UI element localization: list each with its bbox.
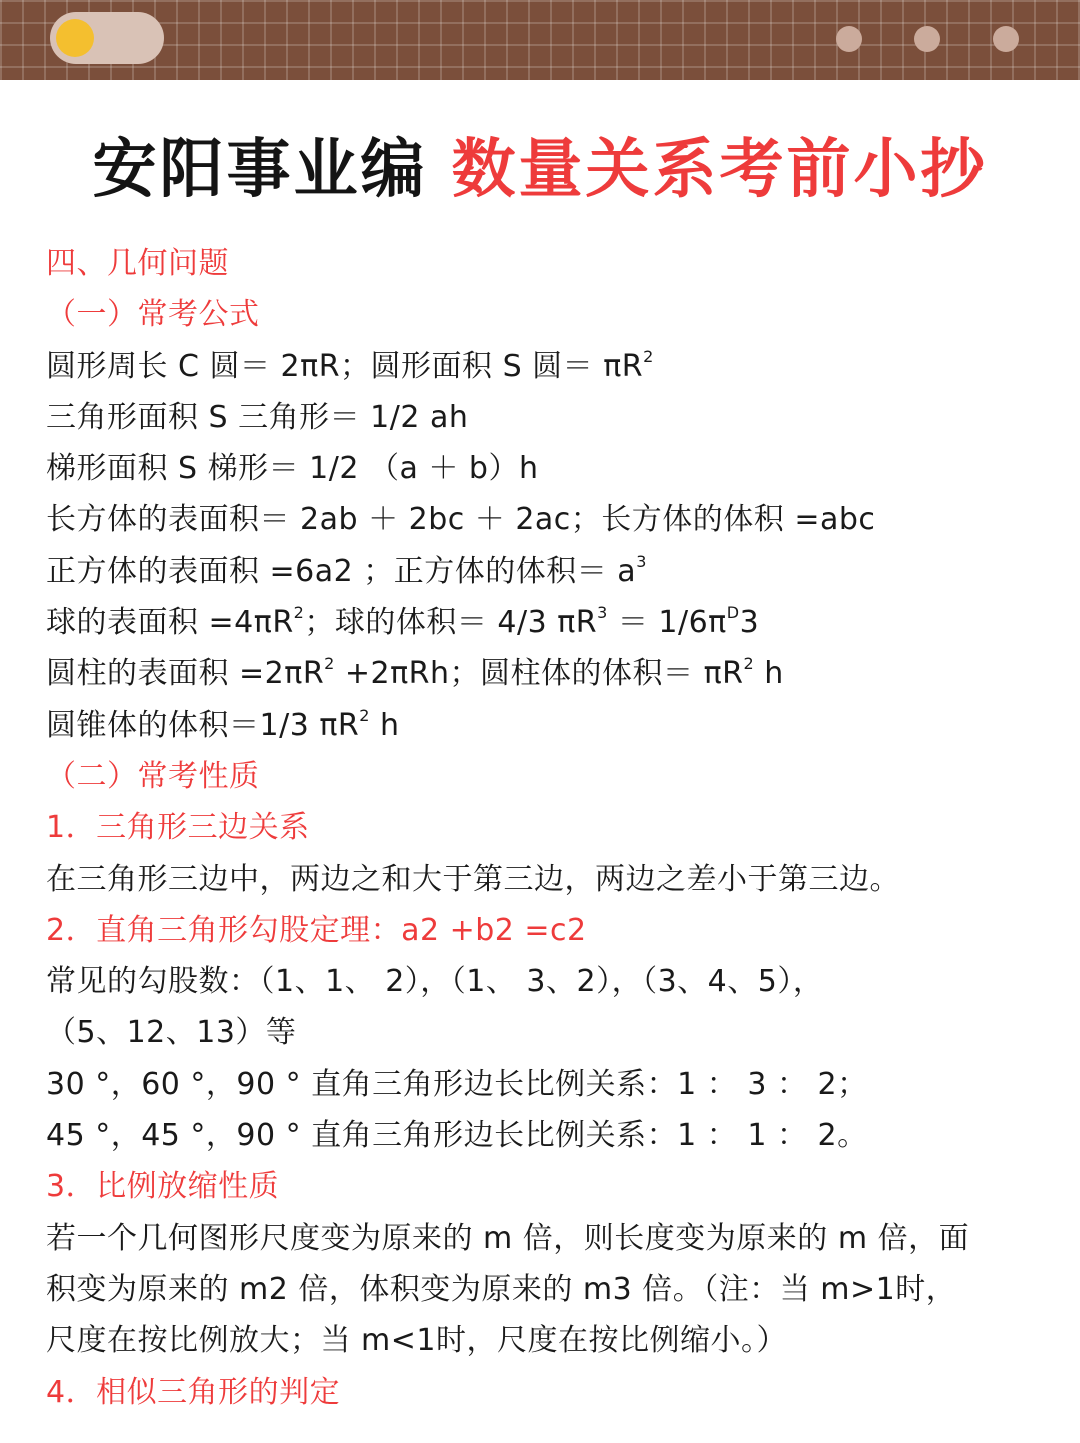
formula-text: h (754, 656, 784, 692)
item-heading: 1．三角形三边关系 (46, 810, 310, 846)
text-line: 尺度在按比例放大；当 m<1时，尺度在按比例缩小。） (46, 1323, 787, 1359)
formula-text: 球的表面积 =4πR (46, 605, 294, 641)
subsection-heading: （一）常考公式 (46, 297, 260, 333)
formula-line: 三角形面积 S 三角形＝ 1/2 ah (46, 399, 469, 435)
text-line: 45 °，45 °，90 ° 直角三角形边长比例关系：1 ： 1 ： 2。 (46, 1118, 868, 1154)
text-line: 常见的勾股数：（1、1、 2），（1、 3、2），（3、4、5）， (46, 964, 824, 1000)
formula-line: 梯形面积 S 梯形＝ 1/2 （a ＋ b）h (46, 451, 539, 487)
dot-icon (993, 26, 1019, 52)
formula-text: +2πRh；圆柱体的体积＝ πR (334, 656, 744, 692)
notes-body (46, 238, 1046, 1418)
superscript: 2 (293, 603, 305, 623)
formula-text: 圆锥体的体积＝1/3 πR (46, 707, 360, 743)
text-line: 积变为原来的 m2 倍，体积变为原来的 m3 倍。（注：当 m>1时， (46, 1271, 957, 1307)
text-line: 若一个几何图形尺度变为原来的 m 倍，则长度变为原来的 m 倍，面 (46, 1220, 970, 1256)
page-title (0, 118, 1080, 210)
text-line: （5、12、13）等 (46, 1015, 297, 1051)
superscript: 2 (359, 705, 370, 725)
formula-line (46, 700, 1046, 751)
formula-text: ＝ 1/6π (607, 605, 727, 641)
dot-icon (914, 26, 940, 52)
section-heading: 四、几何问题 (46, 246, 229, 281)
superscript: D (726, 603, 740, 623)
title-black-part: 安阳事业编 (92, 133, 428, 207)
formula-text: h (369, 707, 400, 743)
formula-text: 圆形周长 C 圆＝ 2πR；圆形面积 S 圆＝ πR (46, 348, 644, 384)
formula-text: 3 (739, 605, 760, 641)
item-heading: 4．相似三角形的判定 (46, 1374, 341, 1410)
formula-text: 圆柱的表面积 =2πR (46, 656, 325, 692)
formula-line (46, 648, 1046, 699)
dot-icon (836, 26, 862, 52)
formula-line: 长方体的表面积＝ 2ab ＋ 2bc ＋ 2ac；长方体的体积 =abc (46, 502, 876, 538)
formula-line (46, 546, 1046, 597)
item-heading: 3．比例放缩性质 (46, 1169, 280, 1205)
formula-text: 正方体的表面积 =6a2 ；正方体的体积＝ a (46, 553, 637, 589)
subsection-heading: （二）常考性质 (46, 758, 260, 794)
title-red-part: 数量关系考前小抄 (451, 133, 988, 207)
superscript: 2 (643, 346, 654, 366)
formula-line (46, 597, 1046, 648)
formula-line (46, 341, 1046, 392)
superscript: 2 (324, 654, 335, 674)
text-line: 30 °，60 °，90 ° 直角三角形边长比例关系：1 ： 3 ： 2； (46, 1066, 868, 1102)
toggle-knob-icon (56, 19, 94, 57)
text-line: 在三角形三边中，两边之和大于第三边，两边之差小于第三边。 (46, 861, 900, 897)
superscript: 3 (636, 551, 647, 571)
superscript: 3 (597, 603, 608, 623)
item-heading: 2．直角三角形勾股定理：a2 +b2 =c2 (46, 912, 587, 948)
superscript: 2 (743, 654, 755, 674)
formula-text: ；球的体积＝ 4/3 πR (304, 605, 598, 641)
